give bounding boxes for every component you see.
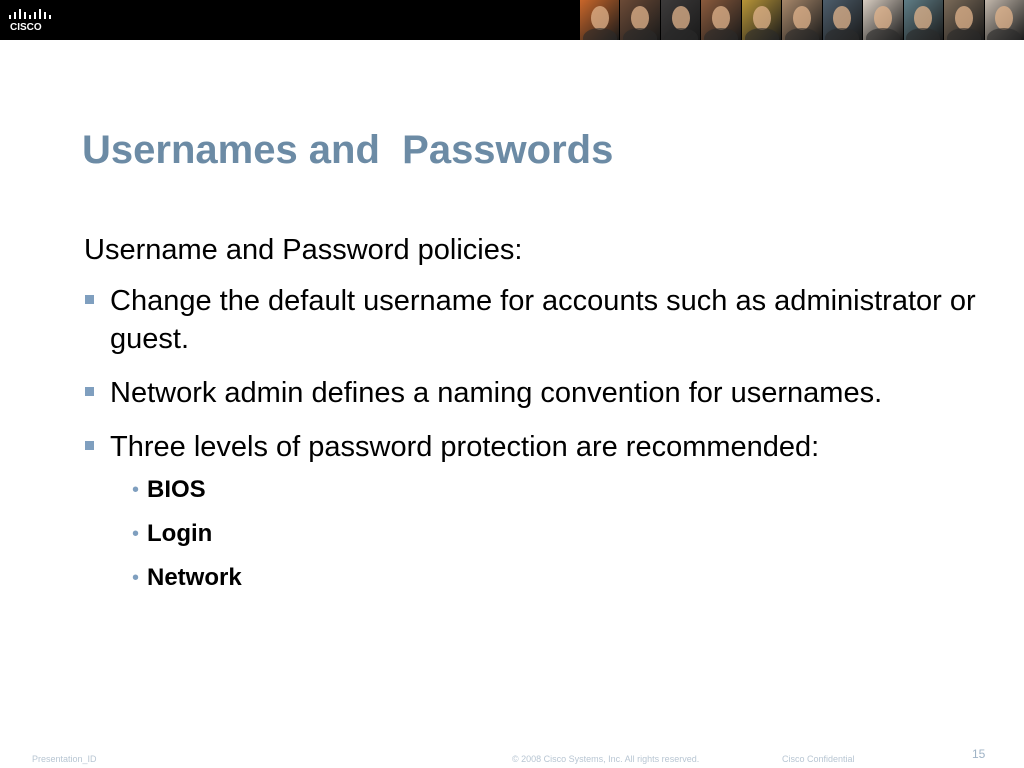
shoulders-shape: [947, 28, 981, 40]
shoulders-shape: [664, 28, 698, 40]
photo-girl-icon: [782, 0, 821, 40]
face-shape: [995, 6, 1013, 30]
square-bullet-icon: [85, 387, 94, 396]
photo-smiling-man-icon: [701, 0, 740, 40]
shoulders-shape: [785, 28, 819, 40]
photo-strip: [580, 0, 1024, 40]
face-shape: [591, 6, 609, 30]
bullet-text: Three levels of password protection are recommended:: [110, 431, 820, 463]
sub-bullet-list: [84, 476, 984, 592]
bullet-item: [84, 428, 984, 466]
shoulders-shape: [987, 28, 1021, 40]
shoulders-shape: [745, 28, 779, 40]
footer-presentation-id: Presentation_ID: [32, 754, 97, 764]
dot-bullet-icon: •: [132, 479, 140, 501]
photo-collage-yellow-icon: [742, 0, 781, 40]
shoulders-shape: [623, 28, 657, 40]
slide-body: [84, 232, 984, 608]
shoulders-shape: [825, 28, 859, 40]
footer-confidential: Cisco Confidential: [782, 754, 855, 764]
dot-bullet-icon: •: [132, 523, 140, 545]
bullet-list: [84, 282, 984, 466]
intro-text: Username and Password policies:: [84, 234, 523, 266]
dot-bullet-icon: •: [132, 567, 140, 589]
square-bullet-icon: [85, 295, 94, 304]
bullet-item: [84, 282, 984, 358]
face-shape: [833, 6, 851, 30]
footer-copyright: © 2008 Cisco Systems, Inc. All rights reserved.: [512, 754, 700, 764]
face-shape: [631, 6, 649, 30]
photo-collage-teal-icon: [904, 0, 943, 40]
photo-collage-blue-icon: [823, 0, 862, 40]
photo-collage-orange-icon: [580, 0, 619, 40]
photo-young-man-icon: [985, 0, 1024, 40]
sub-bullet-text: Login: [147, 520, 213, 547]
bullet-text: Change the default username for accounts such as administrator or guest.: [110, 285, 976, 355]
photo-man-thinking-icon: [661, 0, 700, 40]
bullet-item: [84, 374, 984, 412]
face-shape: [672, 6, 690, 30]
shoulders-shape: [583, 28, 617, 40]
slide-title: Usernames and Passwords: [82, 128, 614, 172]
face-shape: [914, 6, 932, 30]
sub-bullet-item: [132, 520, 984, 548]
face-shape: [753, 6, 771, 30]
photo-asian-woman-icon: [863, 0, 902, 40]
sub-bullet-text: Network: [147, 564, 242, 591]
page-number: 15: [972, 747, 986, 761]
square-bullet-icon: [85, 441, 94, 450]
photo-woman-icon: [620, 0, 659, 40]
bullet-text: Network admin defines a naming convention for usernames.: [110, 377, 883, 409]
sub-bullet-text: BIOS: [147, 476, 206, 503]
face-shape: [793, 6, 811, 30]
face-shape: [712, 6, 730, 30]
face-shape: [955, 6, 973, 30]
shoulders-shape: [866, 28, 900, 40]
header-bar: [0, 0, 1024, 40]
sub-bullet-item: [132, 564, 984, 592]
photo-man-icon: [944, 0, 983, 40]
shoulders-shape: [906, 28, 940, 40]
cisco-logo-icon: [6, 6, 62, 34]
sub-bullet-item: [132, 476, 984, 504]
face-shape: [874, 6, 892, 30]
svg-text:CISCO: CISCO: [10, 22, 42, 33]
shoulders-shape: [704, 28, 738, 40]
